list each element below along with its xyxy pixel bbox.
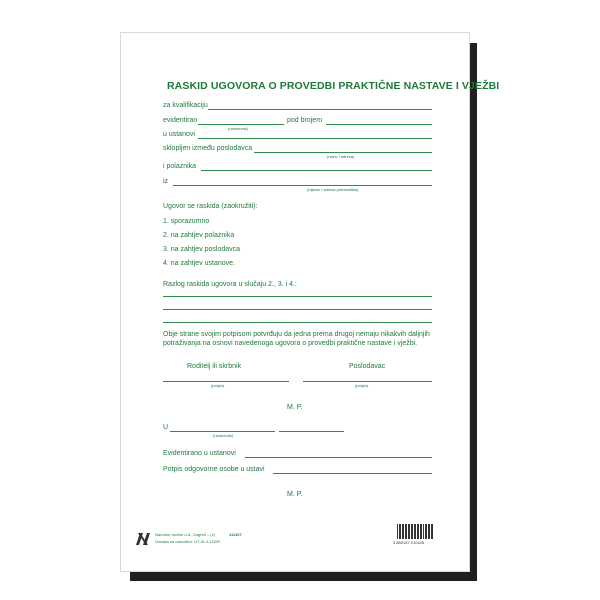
label-poslodavac: Poslodavac (349, 363, 386, 370)
field-line (173, 185, 432, 186)
form-page (120, 32, 500, 572)
barcode-number: 3 850157 210425 (393, 540, 425, 545)
label-pod-brojem: pod brojem (287, 117, 323, 124)
field-line (254, 152, 432, 153)
label-razlog: Razlog raskida ugovora u slučaju 2., 3. i 4.: (163, 281, 297, 288)
stamp-mp: M. P. (287, 404, 303, 411)
footer-code: 111107 (229, 532, 242, 537)
field-line (170, 431, 275, 432)
option-4: 4. na zahtjev ustanove. (163, 260, 235, 267)
label-evidentirano: Evidentirano u ustanovi (163, 450, 236, 457)
publisher-logo-icon (135, 532, 151, 546)
label-u-ustanovi: u ustanovi (163, 131, 195, 138)
field-line (163, 322, 432, 323)
label-i-polaznika: i polaznika (163, 163, 197, 170)
label-iz: iz (163, 178, 169, 185)
hint-potpis: (potpis) (355, 383, 369, 388)
label-potpis-osobe: Potpis odgovorne osobe u ustavi (163, 466, 265, 473)
field-line (326, 124, 432, 125)
hint-nadnevak: (nadnevak) (213, 433, 234, 438)
label-ugovor-se-raskida: Ugovor se raskida (zaokružiti): (163, 203, 258, 210)
hint-potpis: (potpis) (211, 383, 225, 388)
label-za-kvalifikaciju: za kvalifikaciju (163, 102, 208, 109)
statement-line-1: Obje strane svojim potpisom potvrđuju da jedna prema drugoj nemaju nikakvih daljnjih (163, 331, 430, 338)
barcode (397, 524, 437, 539)
field-line (208, 109, 432, 110)
option-3: 3. na zahtjev poslodavca (163, 246, 241, 253)
label-u: U (163, 424, 169, 431)
option-1: 1. sporazumno (163, 218, 210, 225)
label-evidentiran: evidentiran (163, 117, 198, 124)
field-line (198, 124, 284, 125)
field-line (245, 457, 432, 458)
footer-publisher: Narodne novine d.d., Zagreb – (1) (155, 532, 216, 537)
hint-naziv-adresa: (naziv i adresa) (327, 154, 355, 159)
field-line (279, 431, 344, 432)
field-line (201, 170, 432, 171)
signature-line-roditelj (163, 381, 289, 382)
field-line (273, 473, 432, 474)
form-title: RASKID UGOVORA O PROVEDBI PRAKTIČNE NASTAVE I VJEŽBI (167, 80, 500, 92)
label-roditelj: Roditelj ili skrbnik (187, 363, 242, 370)
signature-line-poslodavac (303, 381, 432, 382)
hint-nadnevak: (nadnevak) (228, 126, 249, 131)
field-line (163, 309, 432, 310)
option-2: 2. na zahtjev polaznika (163, 232, 235, 239)
hint-mjesto-adresa: (mjesto i adresa prebivališta) (307, 187, 359, 192)
stamp-mp: M. P. (287, 491, 303, 498)
field-line (198, 138, 432, 139)
statement-line-2: potraživanja na osnovi navedenoga ugovora o provedbi praktične nastave i vježbi. (163, 340, 418, 347)
footer-order-label: Oznaka za narudžbu: UT-XI-4-142/R (155, 539, 220, 544)
label-sklopljen: sklopljen između poslodavca (163, 145, 253, 152)
field-line (163, 296, 432, 297)
